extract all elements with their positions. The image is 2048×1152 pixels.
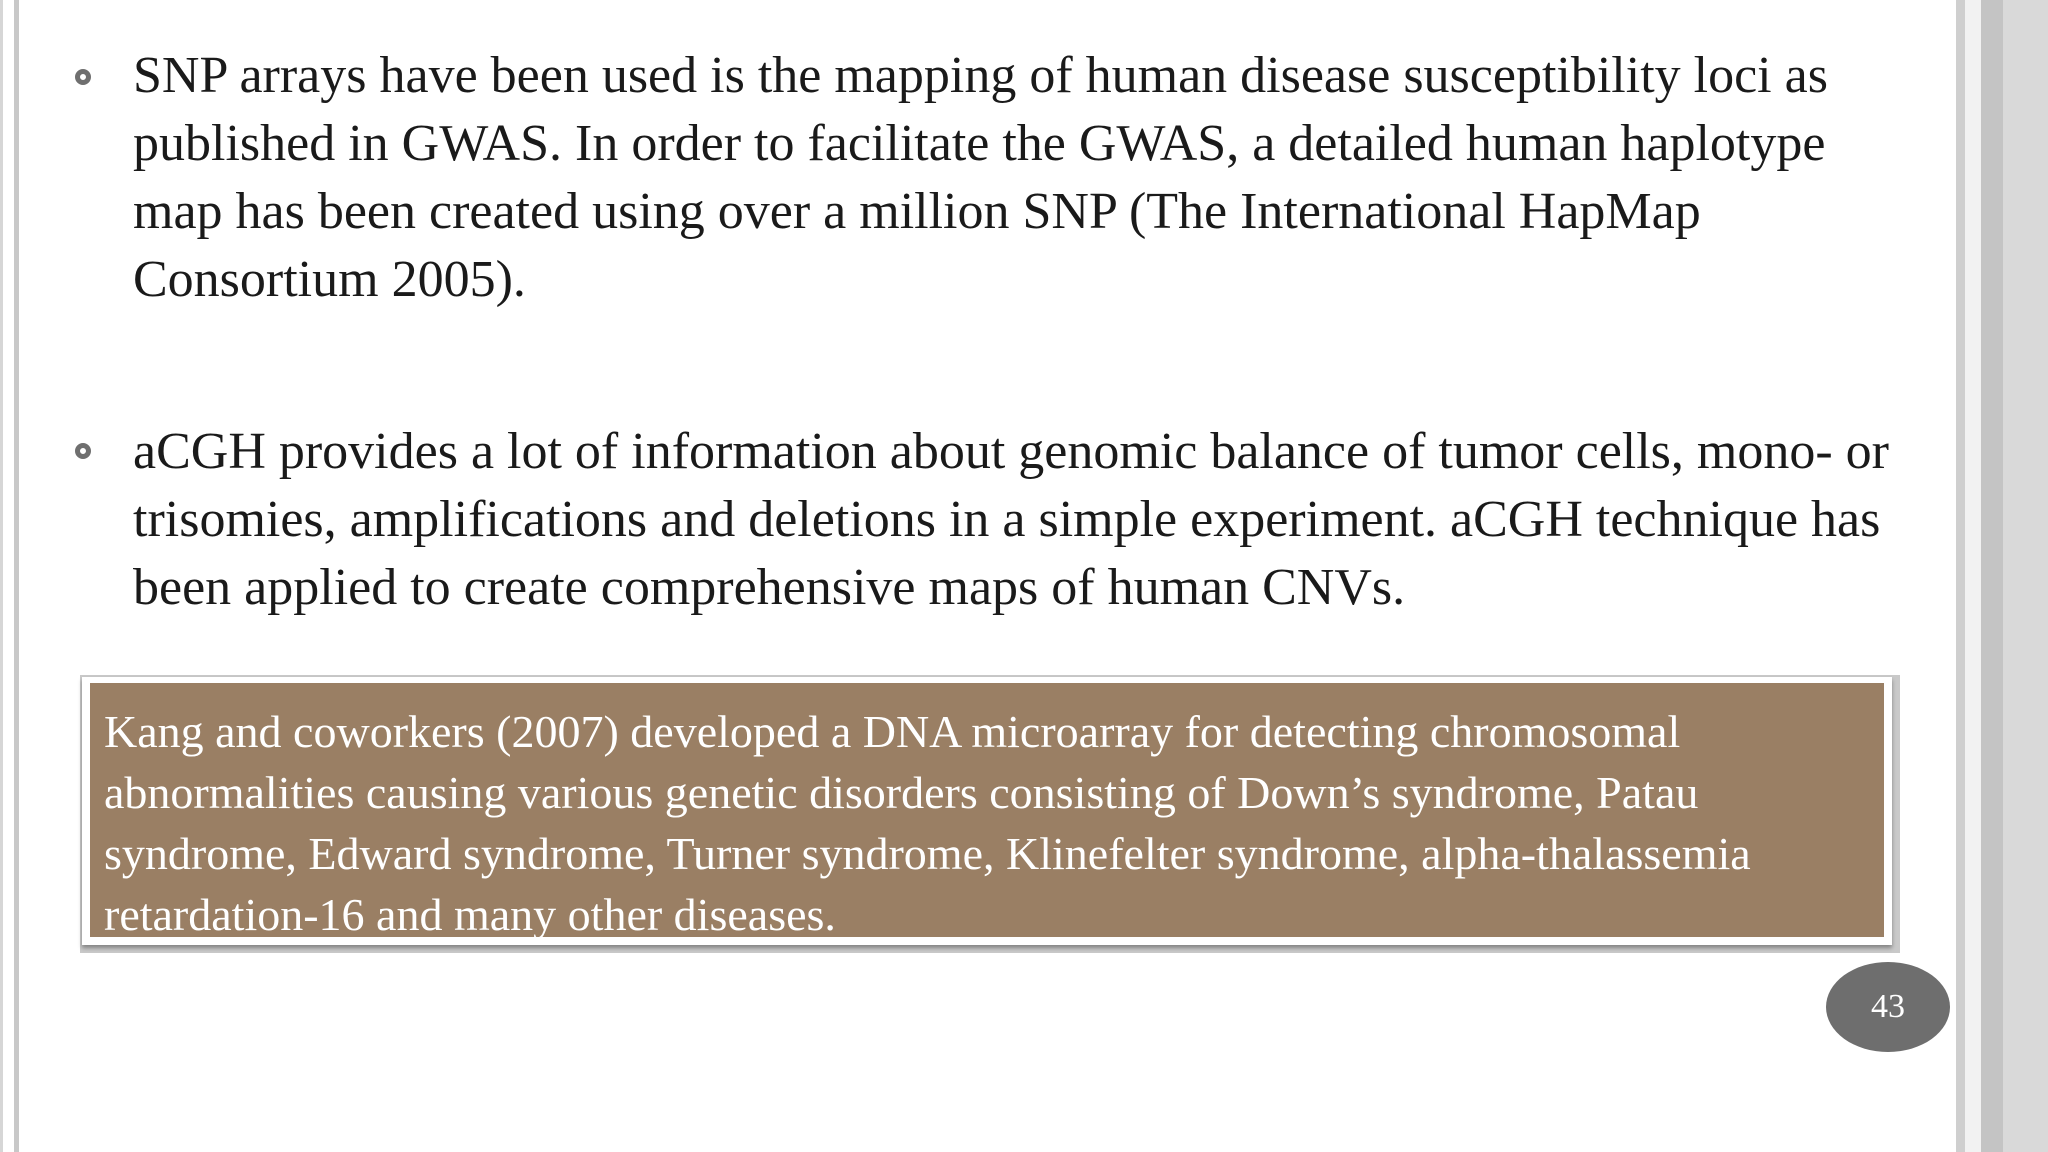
- page-number-badge: 43: [1826, 962, 1950, 1052]
- bullet-circle-icon: [75, 443, 91, 459]
- callout-box: [82, 677, 1892, 945]
- callout-text: Kang and coworkers (2007) developed a DNA microarray for detecting chromosomal abnormalities causing various genetic disorders consisting of Down’s syndrome, Patau syndrome, Edward syndrome, Turner syndrome, Klinefelter syndrome, alpha-thalassemia retardation-16 and many other diseases.: [90, 683, 1884, 937]
- frame-left-line: [0, 0, 3, 1152]
- bullet-text-acgh: aCGH provides a lot of information about genomic balance of tumor cells, mono- or trisomies, amplifications and deletions in a simple experiment. aCGH technique has been applied to create comprehensive maps of human CNVs.: [133, 423, 1889, 616]
- frame-right-band: [1981, 0, 2003, 1152]
- bullet-circle-icon: [75, 69, 91, 85]
- frame-right-gap: [1965, 0, 1981, 1152]
- bullet-text-snp-arrays: SNP arrays have been used is the mapping of human disease susceptibility loci as published in GWAS. In order to facilitate the GWAS, a detailed human haplotype map has been created using over a million SNP (The International HapMap Consortium 2005).: [133, 47, 1828, 308]
- frame-right-line: [1956, 0, 1965, 1152]
- frame-right-edge: [2003, 0, 2048, 1152]
- frame-left-band: [14, 0, 19, 1152]
